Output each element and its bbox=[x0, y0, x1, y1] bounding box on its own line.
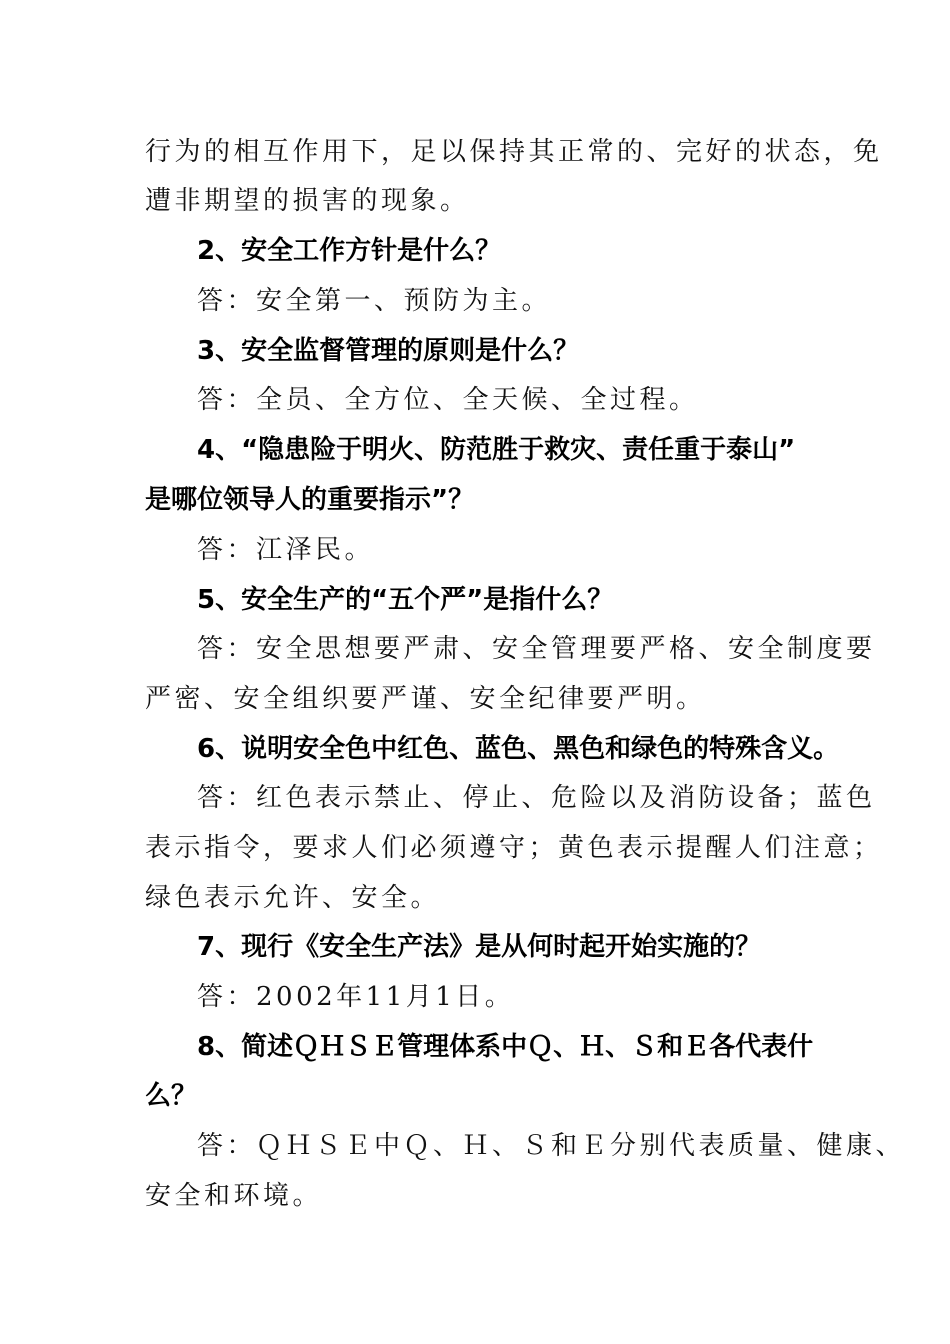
question-4-continuation: 是哪位领导人的重要指示”？ bbox=[145, 485, 475, 515]
answer-4: 答：江泽民。 bbox=[197, 535, 375, 565]
question-5: 5、安全生产的“五个严”是指什么？ bbox=[197, 585, 614, 615]
answer-6-continuation: 表示指令，要求人们必须遵守；黄色表示提醒人们注意； bbox=[145, 833, 883, 863]
question-2: 2、安全工作方针是什么？ bbox=[197, 236, 502, 266]
answer-6-continuation: 绿色表示允许、安全。 bbox=[145, 883, 441, 913]
answer-2: 答：安全第一、预防为主。 bbox=[197, 286, 552, 316]
answer-7: 答：2002年11月1日。 bbox=[197, 982, 515, 1012]
paragraph-line: 遭非期望的损害的现象。 bbox=[145, 186, 470, 216]
answer-5-continuation: 严密、安全组织要严谨、安全纪律要严明。 bbox=[145, 684, 706, 714]
answer-3: 答：全员、全方位、全天候、全过程。 bbox=[197, 385, 699, 415]
question-7: 7、现行《安全生产法》是从何时起开始实施的？ bbox=[197, 932, 762, 962]
answer-8: 答：ＱＨＳＥ中Ｑ、Ｈ、Ｓ和Ｅ分别代表质量、健康、 bbox=[197, 1131, 906, 1161]
question-6: 6、说明安全色中红色、蓝色、黑色和绿色的特殊含义。 bbox=[197, 734, 840, 764]
question-4: 4、“隐患险于明火、防范胜于救灾、责任重于泰山” bbox=[197, 435, 796, 465]
question-8-continuation: 么？ bbox=[145, 1081, 198, 1111]
answer-5: 答：安全思想要严肃、安全管理要严格、安全制度要 bbox=[197, 634, 876, 664]
question-3: 3、安全监督管理的原则是什么？ bbox=[197, 336, 580, 366]
answer-8-continuation: 安全和环境。 bbox=[145, 1181, 323, 1211]
answer-6: 答：红色表示禁止、停止、危险以及消防设备；蓝色 bbox=[197, 783, 876, 813]
question-8: 8、简述ＱＨＳＥ管理体系中Ｑ、Ｈ、Ｓ和Ｅ各代表什 bbox=[197, 1032, 814, 1062]
paragraph-line: 行为的相互作用下，足以保持其正常的、完好的状态，免 bbox=[145, 137, 883, 167]
